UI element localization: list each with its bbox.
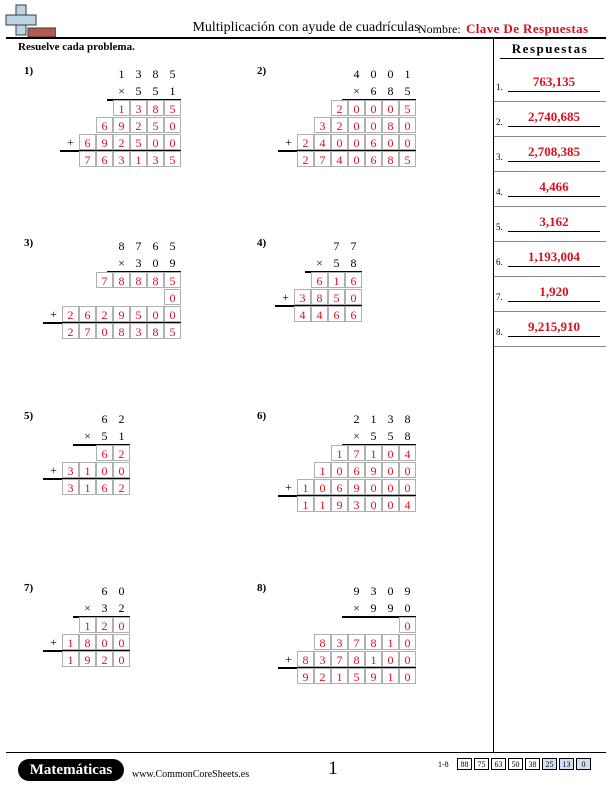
multiplier-digit: 6 <box>370 84 377 98</box>
multiplicand-digit: 3 <box>387 412 394 426</box>
result-digit: 4 <box>311 306 328 322</box>
multiplier-digit: 5 <box>333 256 340 270</box>
result-digit: 3 <box>147 151 164 167</box>
worksheet-title: Multiplicación con ayude de cuadrículas <box>192 20 420 35</box>
multiplicand-digit: 0 <box>118 584 125 598</box>
partial-product-digit: 0 <box>164 306 181 322</box>
answer-value: 763,135 <box>508 74 600 92</box>
partial-product-digit: 5 <box>130 134 147 150</box>
times-sign: × <box>353 429 360 443</box>
multiplicand-digit: 9 <box>353 584 360 598</box>
partial-product-digit: 7 <box>348 634 365 650</box>
score-scale-cell: 63 <box>491 758 506 770</box>
partial-product-digit: 6 <box>79 134 96 150</box>
partial-product-digit: 0 <box>147 306 164 322</box>
partial-product-digit: 8 <box>113 272 130 288</box>
answer-number: 1. <box>496 82 503 92</box>
partial-product-digit: 0 <box>365 117 382 133</box>
result-digit: 0 <box>348 151 365 167</box>
partial-product-digit: 0 <box>399 117 416 133</box>
multiplicand-digit: 8 <box>118 239 125 253</box>
result-digit: 1 <box>314 496 331 512</box>
partial-product-digit: 5 <box>328 289 345 305</box>
instructions: Resuelve cada problema. <box>18 41 135 53</box>
partial-product-digit: 6 <box>345 272 362 288</box>
multiplicand-digit: 1 <box>404 67 411 81</box>
plus-sign: + <box>50 463 57 477</box>
result-digit: 1 <box>297 496 314 512</box>
partial-product-digit: 0 <box>113 462 130 478</box>
result-digit: 2 <box>314 668 331 684</box>
problem-label: 1) <box>24 65 34 77</box>
plus-sign: + <box>282 290 289 304</box>
multiplicand-digit: 0 <box>387 584 394 598</box>
answer-divider <box>494 241 606 242</box>
problem-label: 8) <box>257 582 267 594</box>
answer-value: 2,708,385 <box>508 144 600 162</box>
times-sign: × <box>353 601 360 615</box>
multiplicand-digit: 5 <box>169 67 176 81</box>
partial-product-digit: 0 <box>164 134 181 150</box>
result-digit: 4 <box>294 306 311 322</box>
multiplier-digit: 5 <box>152 84 159 98</box>
answer-number: 4. <box>496 187 503 197</box>
result-digit: 9 <box>331 496 348 512</box>
partial-product-digit: 9 <box>113 306 130 322</box>
partial-product-digit: 2 <box>297 134 314 150</box>
partial-product-digit: 0 <box>382 651 399 667</box>
answer-divider <box>494 101 606 102</box>
multiplicand-digit: 4 <box>353 67 360 81</box>
problem-label: 3) <box>24 237 34 249</box>
answer-value: 2,740,685 <box>508 109 600 127</box>
page-number: 1 <box>328 758 338 779</box>
partial-product-digit: 1 <box>365 651 382 667</box>
footer-divider <box>6 752 606 753</box>
score-scale-cell: 0 <box>576 758 591 770</box>
result-digit: 8 <box>113 323 130 339</box>
multiplicand-digit: 8 <box>152 67 159 81</box>
times-sign: × <box>84 429 91 443</box>
partial-product-digit: 8 <box>79 634 96 650</box>
answer-number: 7. <box>496 292 503 302</box>
times-sign: × <box>353 84 360 98</box>
result-digit: 3 <box>130 323 147 339</box>
partial-product-digit: 8 <box>348 651 365 667</box>
multiplicand-digit: 1 <box>118 67 125 81</box>
multiplicand-digit: 9 <box>404 584 411 598</box>
partial-product-digit: 0 <box>382 100 399 116</box>
partial-product-digit: 2 <box>331 117 348 133</box>
result-digit: 0 <box>382 496 399 512</box>
multiplicand-digit: 8 <box>404 412 411 426</box>
multiplier-digit: 9 <box>370 601 377 615</box>
partial-product-digit: 1 <box>382 634 399 650</box>
partial-product-digit: 1 <box>314 462 331 478</box>
problem-label: 2) <box>257 65 267 77</box>
partial-product-digit: 8 <box>147 100 164 116</box>
partial-product-digit: 0 <box>365 479 382 495</box>
partial-product-digit: 6 <box>79 306 96 322</box>
result-digit: 6 <box>96 479 113 495</box>
multiplier-digit: 1 <box>169 84 176 98</box>
partial-product-digit: 9 <box>113 117 130 133</box>
partial-product-digit: 2 <box>96 306 113 322</box>
partial-product-digit: 0 <box>365 100 382 116</box>
answers-title: Respuestas <box>511 41 589 56</box>
result-digit: 7 <box>79 323 96 339</box>
name-label: Nombre: <box>418 22 461 36</box>
result-digit: 6 <box>365 151 382 167</box>
partial-product-digit: 2 <box>331 100 348 116</box>
multiplier-digit: 2 <box>118 601 125 615</box>
partial-product-digit: 0 <box>345 289 362 305</box>
result-digit: 8 <box>147 323 164 339</box>
plus-sign: + <box>50 307 57 321</box>
partial-product-digit: 0 <box>331 134 348 150</box>
partial-product-digit: 0 <box>382 462 399 478</box>
multiplicand-digit: 7 <box>350 239 357 253</box>
score-scale-cell: 50 <box>508 758 523 770</box>
partial-product-digit: 9 <box>348 479 365 495</box>
partial-product-digit: 0 <box>314 479 331 495</box>
result-digit: 3 <box>113 151 130 167</box>
partial-product-digit: 0 <box>331 462 348 478</box>
multiplicand-digit: 1 <box>370 412 377 426</box>
partial-product-digit: 4 <box>399 445 416 461</box>
multiplicand-digit: 5 <box>169 239 176 253</box>
multiplicand-digit: 3 <box>370 584 377 598</box>
answer-number: 5. <box>496 222 503 232</box>
result-digit: 4 <box>399 496 416 512</box>
partial-product-digit: 6 <box>311 272 328 288</box>
result-digit: 1 <box>79 479 96 495</box>
result-digit: 9 <box>297 668 314 684</box>
multiplier-digit: 8 <box>350 256 357 270</box>
partial-product-digit: 0 <box>348 117 365 133</box>
partial-product-digit: 9 <box>365 462 382 478</box>
multiplicand-digit: 6 <box>152 239 159 253</box>
partial-product-digit: 0 <box>348 134 365 150</box>
partial-product-digit: 0 <box>164 117 181 133</box>
answer-number: 2. <box>496 117 503 127</box>
partial-product-digit: 6 <box>348 462 365 478</box>
partial-product-digit: 8 <box>130 272 147 288</box>
answer-divider <box>494 346 606 347</box>
partial-product-digit: 1 <box>328 272 345 288</box>
partial-product-digit: 1 <box>79 462 96 478</box>
partial-product-digit: 5 <box>164 100 181 116</box>
partial-product-digit: 8 <box>382 117 399 133</box>
plus-sign: + <box>67 135 74 149</box>
result-digit: 2 <box>113 479 130 495</box>
score-scale-cell: 38 <box>525 758 540 770</box>
result-digit: 3 <box>348 496 365 512</box>
multiplier-digit: 1 <box>118 429 125 443</box>
multiplicand-digit: 0 <box>387 67 394 81</box>
partial-product-digit: 2 <box>113 445 130 461</box>
partial-product-digit: 0 <box>113 617 130 633</box>
partial-product-digit: 8 <box>314 634 331 650</box>
answer-number: 8. <box>496 327 503 337</box>
result-digit: 6 <box>96 151 113 167</box>
answer-divider <box>494 136 606 137</box>
answer-value: 1,920 <box>508 284 600 302</box>
answer-divider <box>494 276 606 277</box>
partial-product-digit: 1 <box>365 445 382 461</box>
partial-product-digit: 7 <box>331 651 348 667</box>
partial-product-digit: 0 <box>399 634 416 650</box>
partial-product-digit: 3 <box>294 289 311 305</box>
problem-label: 6) <box>257 410 267 422</box>
partial-product-digit: 0 <box>399 479 416 495</box>
result-digit: 9 <box>365 668 382 684</box>
result-digit: 9 <box>79 651 96 667</box>
score-scale-cell: 75 <box>474 758 489 770</box>
times-sign: × <box>316 256 323 270</box>
partial-product-digit: 3 <box>314 651 331 667</box>
partial-product-digit: 0 <box>382 479 399 495</box>
answer-value: 3,162 <box>508 214 600 232</box>
partial-product-digit: 7 <box>96 272 113 288</box>
multiplier-digit: 0 <box>404 601 411 615</box>
partial-product-digit: 0 <box>164 289 181 305</box>
multiplier-digit: 8 <box>404 429 411 443</box>
header-divider <box>6 37 606 39</box>
partial-product-digit: 1 <box>62 634 79 650</box>
multiplicand-digit: 6 <box>101 584 108 598</box>
partial-product-digit: 1 <box>297 479 314 495</box>
multiplier-digit: 3 <box>135 256 142 270</box>
result-digit: 6 <box>345 306 362 322</box>
partial-product-digit: 0 <box>399 134 416 150</box>
partial-product-digit: 2 <box>130 117 147 133</box>
result-digit: 5 <box>348 668 365 684</box>
partial-product-digit: 0 <box>382 134 399 150</box>
result-digit: 6 <box>328 306 345 322</box>
answer-value: 4,466 <box>508 179 600 197</box>
answer-divider <box>494 206 606 207</box>
partial-product-digit: 3 <box>130 100 147 116</box>
answer-value: 9,215,910 <box>508 319 600 337</box>
multiplier-digit: 8 <box>387 84 394 98</box>
multiplier-digit: 9 <box>169 256 176 270</box>
result-digit: 0 <box>399 668 416 684</box>
partial-product-digit: 4 <box>314 134 331 150</box>
partial-product-digit: 5 <box>130 306 147 322</box>
partial-product-digit: 0 <box>147 134 164 150</box>
problem-label: 7) <box>24 582 34 594</box>
partial-product-digit: 6 <box>331 479 348 495</box>
partial-product-digit: 6 <box>365 134 382 150</box>
partial-product-digit: 0 <box>399 617 416 633</box>
partial-product-digit: 0 <box>399 462 416 478</box>
answer-divider <box>494 311 606 312</box>
result-digit: 2 <box>62 323 79 339</box>
partial-product-digit: 3 <box>331 634 348 650</box>
result-digit: 7 <box>79 151 96 167</box>
multiplier-digit: 5 <box>387 429 394 443</box>
multiplier-digit: 9 <box>387 601 394 615</box>
plus-sign: + <box>285 652 292 666</box>
score-scale-cell: 13 <box>559 758 574 770</box>
answer-number: 6. <box>496 257 503 267</box>
partial-product-digit: 0 <box>113 634 130 650</box>
multiplicand-digit: 2 <box>118 412 125 426</box>
partial-product-digit: 8 <box>365 634 382 650</box>
partial-product-digit: 0 <box>382 445 399 461</box>
plus-sign: + <box>285 135 292 149</box>
answer-divider <box>494 171 606 172</box>
partial-product-digit: 0 <box>96 462 113 478</box>
partial-product-digit: 5 <box>164 272 181 288</box>
result-digit: 1 <box>62 651 79 667</box>
partial-product-digit: 5 <box>399 100 416 116</box>
multiplier-digit: 5 <box>370 429 377 443</box>
multiplicand-digit: 7 <box>333 239 340 253</box>
multiplier-digit: 0 <box>152 256 159 270</box>
result-digit: 1 <box>382 668 399 684</box>
result-digit: 3 <box>62 479 79 495</box>
partial-product-digit: 8 <box>147 272 164 288</box>
partial-product-digit: 3 <box>62 462 79 478</box>
multiplier-digit: 5 <box>404 84 411 98</box>
partial-product-digit: 0 <box>348 100 365 116</box>
plus-sign: + <box>50 635 57 649</box>
result-digit: 5 <box>164 151 181 167</box>
score-scale-cell: 88 <box>457 758 472 770</box>
result-digit: 1 <box>130 151 147 167</box>
result-digit: 1 <box>331 668 348 684</box>
multiplier-digit: 5 <box>101 429 108 443</box>
problem-label: 5) <box>24 410 34 422</box>
partial-product-digit: 9 <box>96 134 113 150</box>
partial-product-digit: 2 <box>62 306 79 322</box>
partial-product-digit: 0 <box>96 634 113 650</box>
multiplicand-digit: 6 <box>101 412 108 426</box>
times-sign: × <box>118 84 125 98</box>
partial-product-digit: 1 <box>113 100 130 116</box>
partial-product-digit: 5 <box>147 117 164 133</box>
answer-value: 1,193,004 <box>508 249 600 267</box>
partial-product-digit: 6 <box>96 117 113 133</box>
brand-badge: Matemáticas <box>18 759 124 781</box>
multiplier-digit: 5 <box>135 84 142 98</box>
partial-product-digit: 2 <box>96 617 113 633</box>
result-digit: 5 <box>164 323 181 339</box>
result-digit: 0 <box>113 651 130 667</box>
answer-column-divider <box>493 38 494 752</box>
partial-product-digit: 1 <box>79 617 96 633</box>
partial-product-digit: 1 <box>331 445 348 461</box>
partial-product-digit: 6 <box>96 445 113 461</box>
partial-product-digit: 2 <box>113 134 130 150</box>
result-digit: 4 <box>331 151 348 167</box>
multiplicand-digit: 2 <box>353 412 360 426</box>
partial-product-digit: 8 <box>311 289 328 305</box>
multiplicand-digit: 3 <box>135 67 142 81</box>
result-digit: 8 <box>382 151 399 167</box>
result-digit: 5 <box>399 151 416 167</box>
score-scale-cell: 25 <box>542 758 557 770</box>
result-digit: 7 <box>314 151 331 167</box>
answer-number: 3. <box>496 152 503 162</box>
times-sign: × <box>118 256 125 270</box>
partial-product-digit: 8 <box>297 651 314 667</box>
result-digit: 2 <box>297 151 314 167</box>
website-url: www.CommonCoreSheets.es <box>132 769 250 780</box>
partial-product-digit: 7 <box>348 445 365 461</box>
plus-sign: + <box>285 480 292 494</box>
multiplier-digit: 3 <box>101 601 108 615</box>
multiplicand-digit: 7 <box>135 239 142 253</box>
multiplicand-digit: 0 <box>370 67 377 81</box>
problem-label: 4) <box>257 237 267 249</box>
result-digit: 0 <box>365 496 382 512</box>
partial-product-digit: 3 <box>314 117 331 133</box>
result-digit: 2 <box>96 651 113 667</box>
result-digit: 0 <box>96 323 113 339</box>
times-sign: × <box>84 601 91 615</box>
answers-title-underline <box>500 58 604 59</box>
score-scale-label: 1-8 <box>438 760 449 769</box>
name-value: Clave De Respuestas <box>466 21 589 36</box>
partial-product-digit: 0 <box>399 651 416 667</box>
